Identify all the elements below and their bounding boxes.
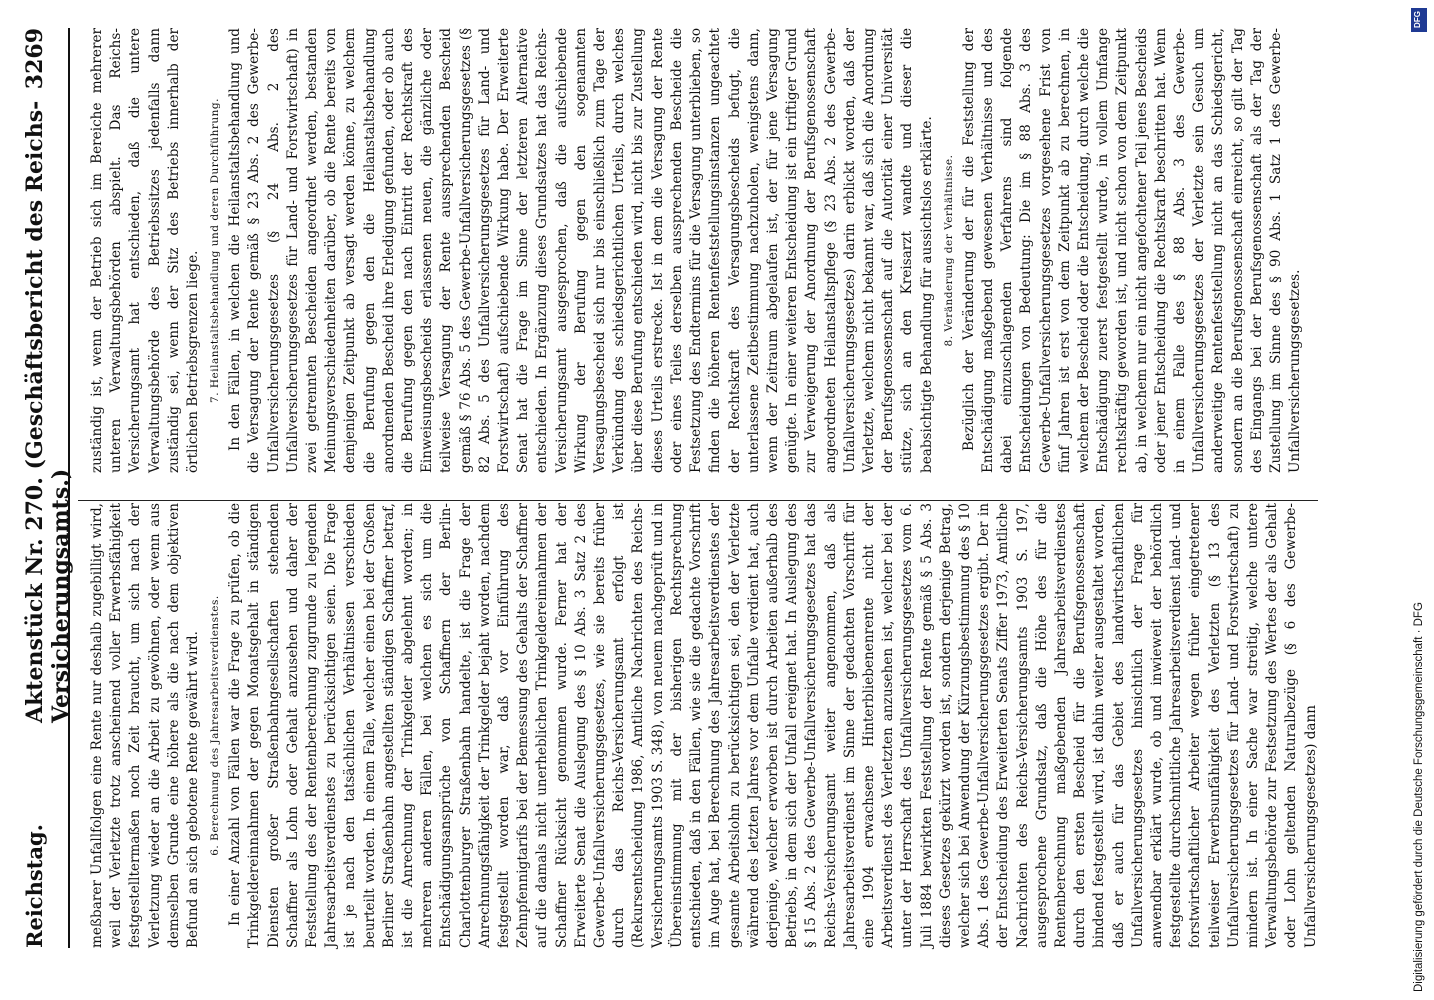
section-heading-6: 6. Berechnung des Jahresarbeitsverdienstes.	[209, 595, 222, 856]
section-7-text: In den Fällen, in welchen die Heilanstaltsbehandlung und die Versagung der Rente gemäß § 23 Abs. 2 des Gewerbe-Unfallversicherungsgesetzes (§ 24 Abs. 2 des Unfallversicherungsgesetzes für Land- und Forstwirtschaft) in zwei getrennten Bescheiden angeordnet werden, bestanden Meinungsverschiedenheiten darüber, ob die Rente bereits von demjenigen Zeitpunkt ab versagt werden könne, zu welchem die Berufung gegen den die Heilanstaltsbehandlung anordnenden Bescheid ihre Erledigung gefunden, oder ob auch die Berufung gegen den nach Eintritt der Rechtskraft des Einweisungsbescheids erlassenen neuen, die gänzliche oder teilweise Versagung der Rente aussprechenden Bescheid gemäß § 76 Abs. 5 des Gewerbe-Unfallversicherungsgesetzes (§ 82 Abs. 5 des Unfallversicherungsgesetzes für Land- und Forstwirtschaft) aufschiebende Wirkung habe. Der Erweiterte Senat hat die Frage im Sinne der letzteren Alternative entschieden. In Ergänzung dieses Grundsatzes hat das Reichs-Versicherungsamt ausgesprochen, daß die aufschiebende Wirkung der Berufung gegen den sogenannten Versagungsbescheid sich nur bis einschließlich zum Tage der Verkündung des schiedsgerichtlichen Urteils, durch welches über diese Berufung entschieden wird, nicht bis zur Zustellung dieses Urteils erstrecke. Ist in dem die Versagung der Rente oder eines Teiles derselben aussprechenden Bescheide die Festsetzung des Endtermins für die Versagung unterblieben, so finden die höheren Rentenfeststellungsinstanzen ungeachtet der Rechtskraft des Versagungsbescheids befugt, die unterlassene Zeitbestimmung nachzuholen, wenigstens dann, wenn der Zeitraum abgelaufen ist, der für jene Versagung genügte. In einer weiteren Entscheidung ist ein triftiger Grund zur Verweigerung der Anordnung der Berufsgenossenschaft angeordneten Heilanstaltspflege (§ 23 Abs. 2 des Gewerbe-Unfallversicherungsgesetzes) darin erblickt worden, daß der Verletzte, welchem nicht bekannt war, daß sich die Anordnung der Berufsgenossenschaft auf die Autorität einer Universität stütze, sich an den Kreisarzt wandte und dieser die beabsichtigte Behandlung für aussichtslos erklärte.	[227, 28, 935, 473]
section-heading-7: 7. Heilanstaltsbehandlung und deren Durchführung.	[209, 98, 222, 403]
running-header	[22, 28, 74, 948]
dfg-logo: DFG	[1411, 8, 1427, 32]
dfg-credit-text: Digitalisierung gefördert durch die Deutsche Forschungsgemeinschaft · DFG	[1413, 602, 1425, 992]
digitization-note	[1408, 8, 1430, 992]
paragraph-continued: meßbarer Unfallfolgen eine Rente nur deshalb zugebilligt wird, weil der Verletzte trotz anscheinend voller Erwerbsfähigkeit festgestelltermaßen noch Zeit braucht, um sich nach der Verletzung wieder an die Arbeit zu gewöhnen, oder wenn aus demselben Grunde eine höhere als die nach dem objektiven Befund an sich gebotene Rente gewährt wird.	[89, 503, 202, 948]
page-number: 3269	[22, 28, 48, 90]
section-6-text: In einer Anzahl von Fällen war die Frage zu prüfen, ob die Trinkgeldereinnahmen der gegen Monatsgehalt in ständigen Diensten großer Straßenbahngesellschaften stehenden Schaffner als Lohn oder Gehalt anzusehen und daher der Feststellung des der Rentenberechnung zugrunde zu legenden Jahresarbeitsverdienstes zu berücksichtigen seien. Die Frage ist je nach den tatsächlichen Verhältnissen verschieden beurteilt worden. In einem Falle, welcher einen bei der Großen Berliner Straßenbahn angestellten ständigen Schaffner betraf, ist die Anrechnung der Trinkgelder abgelehnt worden; in mehreren anderen Fällen, bei welchen es sich um die Entschädigungsansprüche von Schaffnern der Berlin-Charlottenburger Straßenbahn handelte, ist die Frage der Anrechnungsfähigkeit der Trinkgelder bejaht worden, nachdem festgestellt worden war, daß vor Einführung des Zehnpfennigtarifs bei der Bemessung des Gehalts der Schaffner auf die damals nicht unerheblichen Trinkgeldereinnahmen der Schaffner Rücksicht genommen wurde. Ferner hat der Erweiterte Senat die Auslegung des § 10 Abs. 3 Satz 2 des Gewerbe-Unfallversicherungsgesetzes, wie sie bereits früher durch das Reichs-Versicherungsamt erfolgt ist (Rekursentscheidung 1986, Amtliche Nachrichten des Reichs-Versicherungsamts 1903 S. 348), von neuem nachgeprüft und in Übereinstimmung mit der bisherigen Rechtsprechung entschieden, daß in den Fällen, wie sie die gedachte Vorschrift im Auge hat, bei Berechnung des Jahresarbeitsverdienstes der gesamte Arbeitslohn zu berücksichtigen sei, den der Verletzte während des letzten Jahres vor dem Unfalle verdient hat, auch derjenige, welcher erworben ist durch Arbeiten außerhalb des Betriebs, in dem sich der Unfall ereignet hat. In Auslegung des § 15 Abs. 2 des Gewerbe-Unfallversicherungsgesetzes hat das Reichs-Versicherungsamt weiter angenommen, daß als Jahresarbeitsverdienst im Sinne der gedachten Vorschrift für eine 1904 erwachsene Hinterbliebenenrente nicht der Arbeitsverdienst des Verletzten anzusehen ist, welcher bei der unter der Herrschaft des Unfallversicherungsgesetzes vom 6. Juli 1884 bewirkten Feststellung der Rente gemäß § 5 Abs. 3 dieses Gesetzes gekürzt worden ist, sondern derjenige Betrag, welcher sich bei Anwendung der Kürzungsbestimmung des § 10 Abs. 1 des Gewerbe-Unfallversicherungsgesetzes ergibt. Der in der Entscheidung des Erweiterten Senats Ziffer 1973, Amtliche Nachrichten des Reichs-Versicherungsamts 1903 S. 197, ausgesprochene Grundsatz, daß die Höhe des für die Rentenberechnung maßgebenden Jahresarbeitsverdienstes durch den ersten Bescheid für die Berufsgenossenschaft bindend festgestellt wird, ist dahin weiter ausgestaltet worden, daß er auch für das Gebiet des landwirtschaftlichen Unfallversicherungsgesetzes hinsichtlich der Frage für anwendbar erklärt wurde, ob und inwieweit der behördlich festgestellte durchschnittliche Jahresarbeitsverdienst land- und forstwirtschaftlicher Arbeiter wegen früher eingetretener teilweiser Erwerbsunfähigkeit des Verletzten (§ 13 des Unfallversicherungsgesetzes für Land- und Forstwirtschaft) zu mindern ist. In einer Sache war streitig, welche untere Verwaltungsbehörde zur Festsetzung des Wertes der als Gehalt oder Lohn geltenden Naturalbezüge (§ 6 des Gewerbe-Unfallversicherungsgesetzes) dann	[227, 503, 1319, 948]
section-heading-8: 8. Veränderung der Verhältnisse.	[942, 154, 955, 347]
text-column-left	[88, 503, 1319, 948]
header-rule	[68, 28, 70, 948]
header-title: Aktenstück Nr. 270. (Geschäftsbericht des Reichs-Versicherungsamts.)	[22, 100, 74, 723]
header-left: Reichstag.	[22, 824, 47, 948]
paragraph-continued-right: zuständig ist, wenn der Betrieb sich im Bereiche mehrerer unteren Verwaltungsbehörden abspielt. Das Reichs-Versicherungsamt hat entschieden, daß die untere Verwaltungsbehörde des Betriebssitzes jedenfalls dann zuständig sei, wenn der Sitz des Betriebs innerhalb der örtlichen Betriebsgrenzen liege.	[89, 28, 202, 473]
text-column-right	[88, 28, 1313, 473]
column-divider	[78, 500, 1318, 501]
section-8-text: Bezüglich der Veränderung der für die Feststellung der Entschädigung maßgebend gewesenen Verhältnisse und des dabei einzuschlagenden Verfahrens sind folgende Entscheidungen von Bedeutung: Die im § 88 Abs. 3 des Gewerbe-Unfallversicherungsgesetzes vorgesehene Frist von fünf Jahren ist erst von dem Zeitpunkt ab zu berechnen, in welchem der Bescheid oder die Entscheidung, durch welche die Entschädigung zuerst festgestellt wurde, in vollem Umfange rechtskräftig geworden ist, und nicht schon von dem Zeitpunkt ab, in welchem nur ein nicht angefochtener Teil jenes Bescheids oder jener Entscheidung die Rechtskraft beschritten hat. Wenn in einem Falle des § 88 Abs. 3 des Gewerbe-Unfallversicherungsgesetzes der Verletzte sein Gesuch um anderweitige Rentenfeststellung nicht an das Schiedsgericht, sondern an die Berufsgenossenschaft einreicht, so gilt der Tag des Eingangs bei der Berufsgenossenschaft als der Tag der Zustellung im Sinne des § 90 Abs. 1 Satz 1 des Gewerbe-Unfallversicherungsgesetzes.	[960, 28, 1304, 473]
